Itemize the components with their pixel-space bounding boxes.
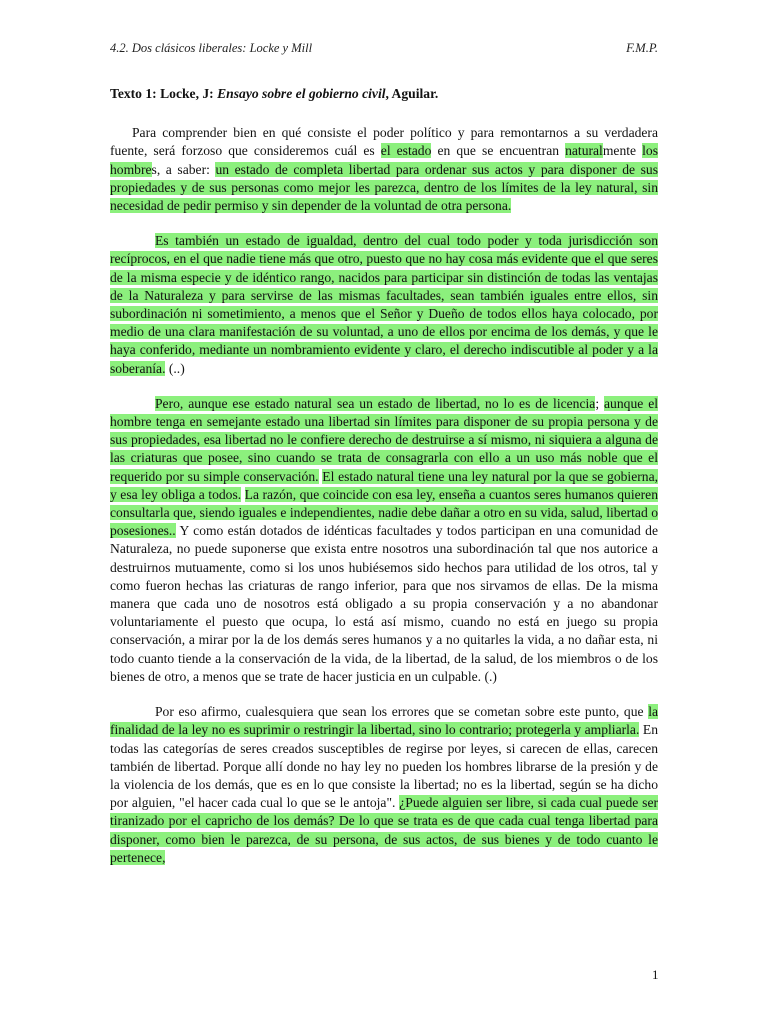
paragraph-text: (..) bbox=[165, 360, 185, 376]
text-title bbox=[110, 85, 658, 103]
title-suffix: , Aguilar. bbox=[385, 86, 439, 101]
title-prefix: Texto 1: Locke, J: bbox=[110, 86, 218, 101]
paragraph-text: Por eso afirmo, cualesquiera que sean los errores que se cometan sobre este punto, que bbox=[155, 704, 649, 720]
paragraphs bbox=[110, 124, 658, 867]
highlighted-text: El estado natural tiene una ley natural por la que se gobierna, y esa ley obliga a todos. bbox=[110, 468, 659, 502]
paragraph-text: ; bbox=[595, 395, 605, 411]
running-header-right: F.M.P. bbox=[626, 41, 658, 55]
paragraph bbox=[110, 395, 658, 686]
paragraph bbox=[110, 232, 658, 378]
highlighted-text: La razón, que coincide con esa ley, enseña a cuantos seres humanos quieren consultarla que, siendo iguales e independientes, nadie debe dañar a otro en su vida, salud, libertad o posesiones.. bbox=[110, 486, 658, 539]
highlighted-text: Es también un estado de igualdad, dentro del cual todo poder y toda jurisdicción son recíprocos, en el que nadie tiene más que otro, puesto que no hay cosa más evidente que el que seres de la misma especie y de idéntico rango, nacidos para participar sin distinción de todas las ventajas de la Naturaleza y para servirse de las mismas facultades, sean también iguales entre ellos, sin subordinación ni sometimiento, a menos que el Señor y Dueño de todos ellos haya colocado, por medio de una clara manifestación de su voluntad, a uno de ellos por encima de los demás, y que le haya conferido, mediante un nombramiento evidente y claro, el derecho indiscutible al poder y a la soberanía. bbox=[110, 233, 658, 376]
paragraph-text: Y como están dotados de idénticas facultades y todos participan en una comunidad de Naturaleza, no puede suponerse que exista entre nosotros una subordinación tal que nos autorice a destruirnos mutuamente, como si los unos hubiésemos sido hechos para utilidad de los otros, tal y como fueron hechas las criaturas de rango inferior, para que nos sirvamos de ellas. De la misma manera que cada uno de nosotros está obligado a su propia conservación y a no abandonar voluntariamente el puesto que ocupa, lo está así mismo, cuando no está en juego su propia conservación, a mirar por la de los demás seres humanos y a no quitarles la vida, a no dañar esta, ni todo cuanto tiende a la conservación de la vida, de la libertad, de la salud, de los miembros o de los bienes de otro, a menos que se trate de hacer justicia en un culpable. (.) bbox=[110, 523, 658, 684]
paragraph-text: en que se encuentran bbox=[431, 143, 566, 159]
paragraph bbox=[110, 703, 658, 867]
highlighted-text: el estado bbox=[380, 143, 432, 159]
paragraph bbox=[110, 124, 658, 215]
paragraph-text: Para comprender bien en qué consiste el poder político y para remontarnos a su verdadera fuente, será forzoso que consideremos cuál es bbox=[110, 125, 658, 159]
document-body bbox=[110, 85, 658, 884]
highlighted-text: los hombre bbox=[110, 143, 658, 177]
highlighted-text: la finalidad de la ley no es suprimir o restringir la libertad, sino lo contrario; protegerla y ampliarla. bbox=[110, 704, 658, 738]
highlighted-text: un estado de completa libertad para ordenar sus actos y para disponer de sus propiedades y de sus personas como mejor les parezca, dentro de los límites de la ley natural, sin necesidad de pedir permiso y sin depender de la voluntad de otra persona. bbox=[110, 161, 658, 214]
highlighted-text: ¿Puede alguien ser libre, si cada cual puede ser tiranizado por el capricho de los demás? De lo que se trata es de que cada cual tenga libertad para disponer, como bien le parezca, de su persona, de sus actos, de sus bienes y de todo cuanto le pertenece, bbox=[110, 795, 659, 865]
highlighted-text: Pero, aunque ese estado natural sea un estado de libertad, no lo es de licencia bbox=[155, 395, 596, 411]
paragraph-text: mente bbox=[602, 143, 643, 159]
paragraph-text: s, a saber: bbox=[151, 161, 216, 177]
title-work: Ensayo sobre el gobierno civil bbox=[217, 86, 386, 101]
page-number: 1 bbox=[652, 967, 659, 982]
highlighted-text: natural bbox=[565, 143, 603, 159]
highlighted-text: aunque el hombre tenga en semejante estado una libertad sin límites para disponer de su propia persona y de sus propiedades, esa libertad no le confiere derecho de destruirse a sí mismo, ni siquiera a alguna de las criaturas que posee, sino cuando se trata de consagrarla con ello a un uso más noble que el requerido por su simple conservación. bbox=[110, 395, 659, 484]
running-header-left: 4.2. Dos clásicos liberales: Locke y Mill bbox=[110, 41, 313, 55]
paragraph-text: En todas las categorías de seres creados susceptibles de regirse por leyes, si carecen de ellas, carecen también de libertad. Porque allí donde no hay ley no pueden los hombres librarse de la presión y de la violencia de los demás, que es en lo que consiste la libertad; no es la libertad, según se ha dicho por alguien, "el hacer cada cual lo que se le antoja". bbox=[110, 722, 658, 811]
